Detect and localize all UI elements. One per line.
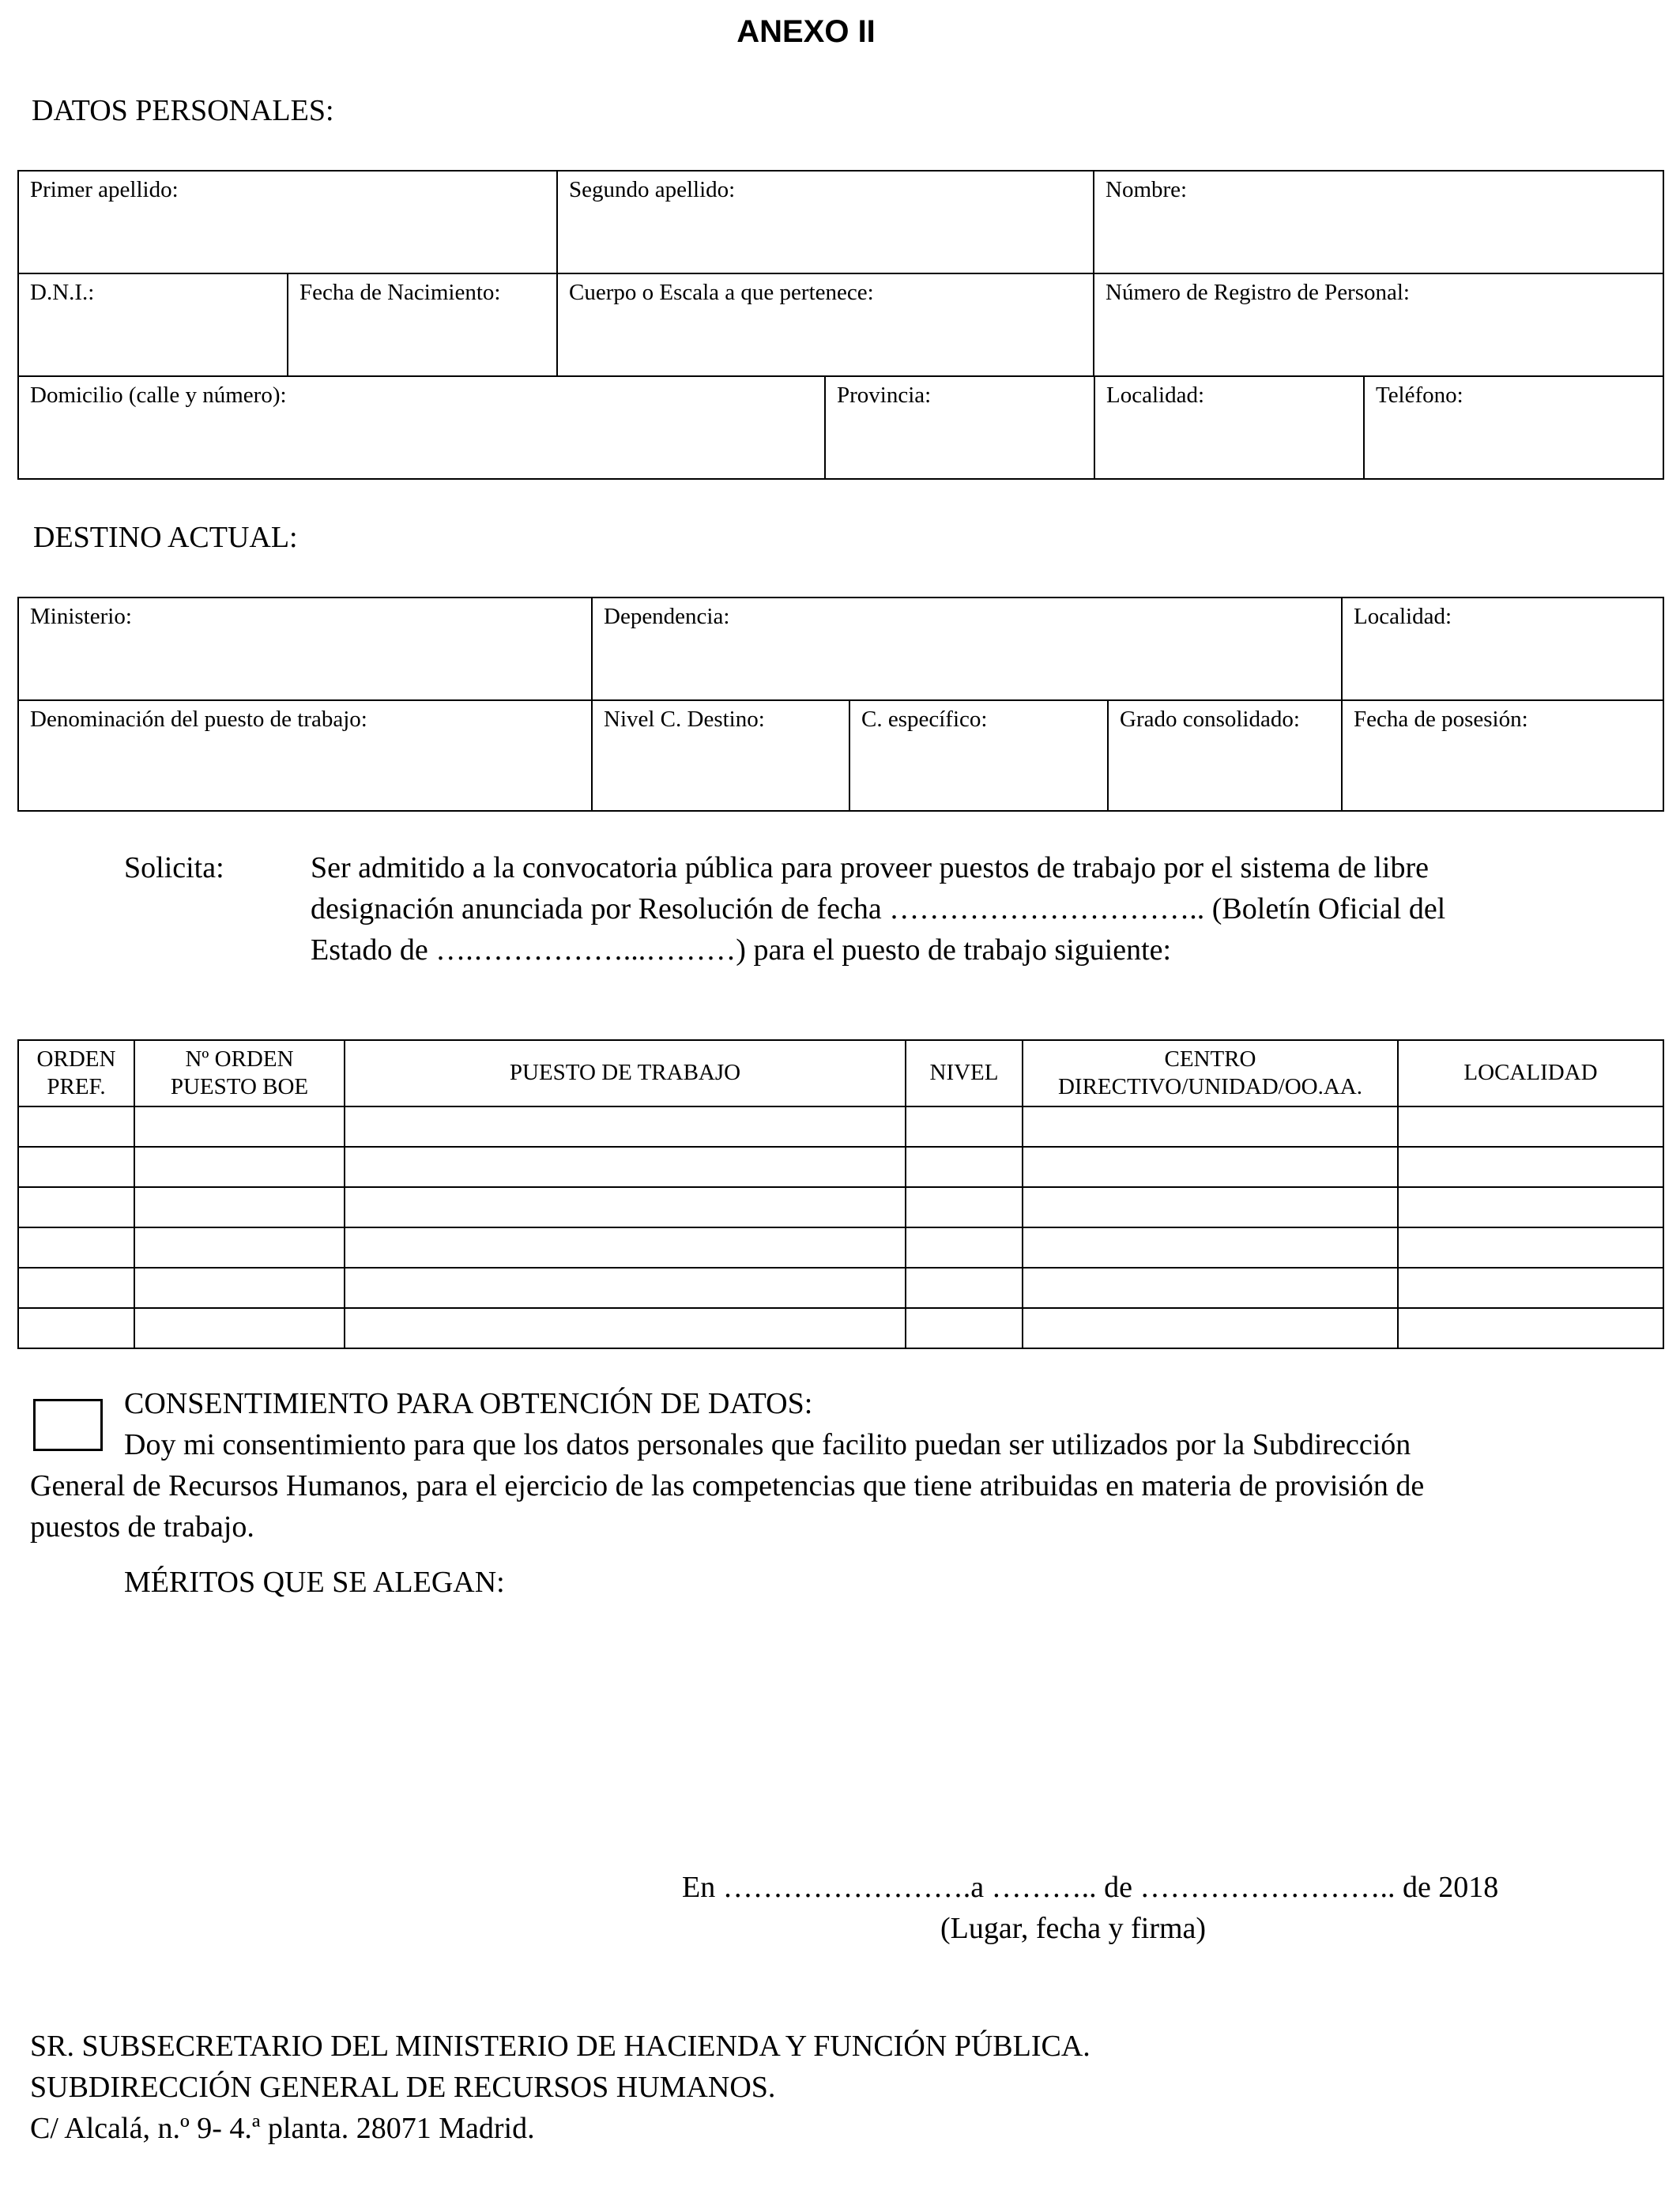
puesto-trabajo-cell[interactable] (345, 1187, 906, 1227)
destino-actual-heading: DESTINO ACTUAL: (33, 521, 298, 554)
puestos-body (18, 1106, 1663, 1348)
orden-pref-cell[interactable] (18, 1308, 134, 1348)
puesto-trabajo-cell[interactable] (345, 1268, 906, 1308)
domicilio-field[interactable] (18, 376, 825, 479)
nivel-cell[interactable] (906, 1268, 1023, 1308)
solicita-text (311, 847, 1575, 971)
consent-line-2: General de Recursos Humanos, para el ejercicio de las competencias que tiene atribuidas en materia de provisión de (30, 1469, 1425, 1502)
localidad-cell[interactable] (1398, 1106, 1663, 1147)
orden-pref-cell[interactable] (18, 1227, 134, 1268)
denominacion-puesto-field[interactable] (18, 700, 592, 811)
localidad-cell[interactable] (1398, 1308, 1663, 1348)
localidad-label: Localidad: (1106, 383, 1205, 408)
especifico-label: C. específico: (861, 707, 988, 732)
table-row (18, 1147, 1663, 1187)
localidad-cell[interactable] (1398, 1147, 1663, 1187)
consent-line-1: Doy mi consentimiento para que los datos personales que facilito puedan ser utilizados por la Subdirección (124, 1428, 1411, 1461)
centro-directivo-cell[interactable] (1023, 1106, 1398, 1147)
meritos-area[interactable] (30, 1612, 1658, 1849)
localidad-header: LOCALIDAD (1398, 1040, 1663, 1106)
denominacion-puesto-label: Denominación del puesto de trabajo: (30, 707, 367, 732)
centro-directivo-cell[interactable] (1023, 1268, 1398, 1308)
footer-line-2: SUBDIRECCIÓN GENERAL DE RECURSOS HUMANOS. (30, 2071, 776, 2104)
numero-registro-field[interactable] (1094, 273, 1663, 376)
segundo-apellido-field[interactable] (557, 171, 1094, 273)
cuerpo-escala-field[interactable] (557, 273, 1094, 376)
dni-field[interactable] (18, 273, 288, 376)
nivel-cell[interactable] (906, 1147, 1023, 1187)
datos-personales-heading: DATOS PERSONALES: (32, 94, 334, 127)
primer-apellido-label: Primer apellido: (30, 177, 179, 202)
primer-apellido-field[interactable] (18, 171, 557, 273)
localidad-cell[interactable] (1398, 1187, 1663, 1227)
nivel-header: NIVEL (906, 1040, 1023, 1106)
footer-line-1: SR. SUBSECRETARIO DEL MINISTERIO DE HACIENDA Y FUNCIÓN PÚBLICA. (30, 2030, 1090, 2063)
nombre-label: Nombre: (1106, 177, 1188, 202)
domicilio-label: Domicilio (calle y número): (30, 383, 287, 408)
signature-line: En …………………….a ……….. de …………………….. de 2018 (682, 1871, 1499, 1904)
solicita-label: Solicita: (124, 851, 224, 884)
telefono-field[interactable] (1364, 376, 1663, 479)
dependencia-field[interactable] (592, 598, 1342, 700)
domicilio-table (17, 375, 1664, 480)
centro-directivo-header: CENTRO DIRECTIVO/UNIDAD/OO.AA. (1023, 1040, 1398, 1106)
puestos-table (17, 1039, 1664, 1349)
fecha-nacimiento-field[interactable] (288, 273, 557, 376)
fecha-posesion-label: Fecha de posesión: (1354, 707, 1528, 732)
centro-directivo-cell[interactable] (1023, 1227, 1398, 1268)
solicita-line-1: Ser admitido a la convocatoria pública para proveer puestos de trabajo por el sistema de libre (311, 851, 1429, 884)
telefono-label: Teléfono: (1376, 383, 1463, 408)
footer-line-3: C/ Alcalá, n.º 9- 4.ª planta. 28071 Madrid. (30, 2112, 535, 2145)
centro-directivo-cell[interactable] (1023, 1187, 1398, 1227)
document-title: ANEXO II (736, 14, 876, 49)
ministerio-label: Ministerio: (30, 604, 132, 629)
num-orden-header: Nº ORDEN PUESTO BOE (134, 1040, 345, 1106)
table-row (18, 1227, 1663, 1268)
table-row (18, 1187, 1663, 1227)
provincia-label: Provincia: (837, 383, 932, 408)
consent-line-3: puestos de trabajo. (30, 1510, 254, 1544)
orden-pref-cell[interactable] (18, 1268, 134, 1308)
numero-registro-label: Número de Registro de Personal: (1106, 280, 1410, 305)
consent-checkbox[interactable] (33, 1399, 103, 1451)
meritos-heading: MÉRITOS QUE SE ALEGAN: (124, 1566, 505, 1599)
puesto-trabajo-cell[interactable] (345, 1106, 906, 1147)
puesto-trabajo-cell[interactable] (345, 1308, 906, 1348)
puestos-header-row (18, 1040, 1663, 1106)
fecha-posesion-field[interactable] (1342, 700, 1663, 811)
orden-pref-cell[interactable] (18, 1187, 134, 1227)
grado-consolidado-field[interactable] (1108, 700, 1342, 811)
ministerio-field[interactable] (18, 598, 592, 700)
provincia-field[interactable] (825, 376, 1094, 479)
table-row (18, 1106, 1663, 1147)
dni-label: D.N.I.: (30, 280, 95, 305)
table-row (18, 1308, 1663, 1348)
solicita-line-3: Estado de ….……………...………) para el puesto de trabajo siguiente: (311, 933, 1172, 967)
num-orden-cell[interactable] (134, 1187, 345, 1227)
orden-pref-cell[interactable] (18, 1147, 134, 1187)
solicita-line-2: designación anunciada por Resolución de fecha ………………………….. (Boletín Oficial del (311, 892, 1446, 925)
nivel-destino-label: Nivel C. Destino: (604, 707, 765, 732)
destino-actual-table (17, 597, 1664, 812)
destino-localidad-field[interactable] (1342, 598, 1663, 700)
puesto-trabajo-header: PUESTO DE TRABAJO (345, 1040, 906, 1106)
orden-pref-cell[interactable] (18, 1106, 134, 1147)
fecha-nacimiento-label: Fecha de Nacimiento: (299, 280, 501, 305)
puesto-trabajo-cell[interactable] (345, 1147, 906, 1187)
nivel-cell[interactable] (906, 1106, 1023, 1147)
localidad-field[interactable] (1094, 376, 1364, 479)
cuerpo-escala-label: Cuerpo o Escala a que pertenece: (569, 280, 874, 305)
num-orden-cell[interactable] (134, 1106, 345, 1147)
segundo-apellido-label: Segundo apellido: (569, 177, 736, 202)
nivel-cell[interactable] (906, 1227, 1023, 1268)
num-orden-cell[interactable] (134, 1147, 345, 1187)
nivel-cell[interactable] (906, 1187, 1023, 1227)
datos-personales-table (17, 170, 1664, 377)
grado-consolidado-label: Grado consolidado: (1120, 707, 1300, 732)
centro-directivo-cell[interactable] (1023, 1308, 1398, 1348)
orden-pref-header: ORDEN PREF. (18, 1040, 134, 1106)
localidad-cell[interactable] (1398, 1268, 1663, 1308)
nombre-field[interactable] (1094, 171, 1663, 273)
nivel-destino-field[interactable] (592, 700, 849, 811)
dependencia-label: Dependencia: (604, 604, 730, 629)
nivel-cell[interactable] (906, 1308, 1023, 1348)
table-row (18, 1268, 1663, 1308)
especifico-field[interactable] (849, 700, 1108, 811)
num-orden-cell[interactable] (134, 1268, 345, 1308)
localidad-cell[interactable] (1398, 1227, 1663, 1268)
consent-heading: CONSENTIMIENTO PARA OBTENCIÓN DE DATOS: (124, 1387, 813, 1420)
num-orden-cell[interactable] (134, 1308, 345, 1348)
num-orden-cell[interactable] (134, 1227, 345, 1268)
signature-caption: (Lugar, fecha y firma) (940, 1912, 1207, 1945)
destino-localidad-label: Localidad: (1354, 604, 1452, 629)
centro-directivo-cell[interactable] (1023, 1147, 1398, 1187)
puesto-trabajo-cell[interactable] (345, 1227, 906, 1268)
